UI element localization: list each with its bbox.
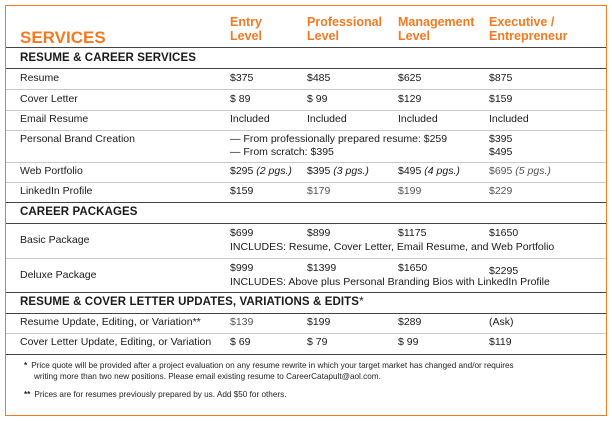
price-executive: (Ask) — [489, 316, 514, 328]
price-professional: $179 — [307, 185, 331, 197]
price-executive — [489, 165, 551, 178]
price-executive: $1650 — [489, 227, 519, 239]
price-executive: $119 — [489, 336, 512, 348]
price-executive: $395 — [489, 133, 513, 145]
column-header-executive — [489, 15, 568, 43]
price-professional-value: $395 — [307, 165, 331, 177]
footnote-marker: * — [24, 361, 28, 370]
footnote-price-quote — [24, 361, 514, 382]
divider — [6, 258, 606, 259]
brand-option-scratch — [230, 146, 334, 159]
column-header-executive-line2: Entrepreneur — [489, 29, 568, 43]
column-header-professional-line2: Level — [307, 29, 339, 43]
divider — [6, 110, 606, 111]
price-entry: $699 — [230, 227, 254, 239]
package-includes: INCLUDES: Resume, Cover Letter, Email Resume, and Web Portfolio — [230, 241, 555, 253]
row-label: LinkedIn Profile — [20, 185, 93, 197]
section-title: RESUME & COVER LETTER UPDATES, VARIATIONS & EDITS — [20, 296, 360, 308]
footnote-text: Price quote will be provided after a project evaluation on any resume rewrite in which your target market has changed and/or requires — [31, 361, 514, 370]
page-count-note: (2 pgs.) — [256, 165, 292, 177]
price-management — [398, 165, 460, 178]
footnote-marker: * — [359, 296, 364, 308]
services-title: SERVICES — [20, 28, 106, 47]
row-label: Email Resume — [20, 113, 89, 125]
price-executive: $495 — [489, 146, 513, 158]
divider — [6, 182, 606, 183]
price-professional: Included — [307, 113, 347, 125]
page-count-note: (3 pgs.) — [333, 165, 369, 177]
pricing-table — [5, 5, 607, 416]
price-executive: Included — [489, 113, 529, 125]
brand-option-resume — [230, 133, 447, 146]
price-entry: $ 89 — [230, 93, 251, 105]
row-label: Resume Update, Editing, or Variation** — [20, 316, 201, 328]
price-professional: $485 — [307, 72, 331, 84]
divider — [6, 47, 606, 48]
row-label: Basic Package — [20, 234, 90, 246]
price-entry: $999 — [230, 262, 254, 274]
divider — [6, 292, 606, 293]
column-header-management-line2: Level — [398, 29, 430, 43]
brand-option-resume-text: — From professionally prepared resume: — [230, 133, 421, 145]
package-includes: INCLUDES: Above plus Personal Branding Bios with LinkedIn Profile — [230, 276, 550, 288]
row-label: Web Portfolio — [20, 165, 83, 177]
divider — [6, 333, 606, 334]
column-header-management-line1: Management — [398, 15, 475, 29]
column-header-executive-line1: Executive / — [489, 15, 555, 29]
price-professional: $ 79 — [307, 336, 328, 348]
divider — [6, 313, 606, 314]
row-label: Personal Brand Creation — [20, 133, 135, 145]
brand-option-scratch-text: — From scratch: — [230, 146, 308, 158]
brand-option-resume-price: $259 — [423, 133, 448, 145]
footnote-text: writing more than two new positions. Please email existing resume to CareerCatapult@aol.com. — [34, 371, 381, 381]
footnote-text: Prices are for resumes previously prepared by us. Add $50 for others. — [34, 390, 287, 399]
price-management: Included — [398, 113, 438, 125]
price-professional: $899 — [307, 227, 331, 239]
price-professional: $1399 — [307, 262, 337, 274]
divider — [6, 89, 606, 90]
price-management-value: $495 — [398, 165, 422, 177]
price-entry: $139 — [230, 316, 254, 328]
divider — [6, 223, 606, 224]
price-management: $1175 — [398, 227, 427, 239]
price-entry: $375 — [230, 72, 254, 84]
column-header-entry-line2: Level — [230, 29, 262, 43]
price-executive: $159 — [489, 93, 513, 105]
price-entry-value: $295 — [230, 165, 254, 177]
price-management: $625 — [398, 72, 422, 84]
row-label: Deluxe Package — [20, 269, 97, 281]
column-header-management — [398, 15, 474, 43]
price-management: $129 — [398, 93, 422, 105]
page-count-note: (4 pgs.) — [424, 165, 460, 177]
price-professional: $199 — [307, 316, 331, 328]
section-updates-variations-edits — [20, 296, 364, 308]
price-management: $199 — [398, 185, 422, 197]
column-header-entry-line1: Entry — [230, 15, 262, 29]
price-management: $ 99 — [398, 336, 419, 348]
brand-option-scratch-price: $395 — [310, 146, 334, 158]
footnote-marker: ** — [24, 390, 31, 399]
price-executive: $2295 — [489, 265, 519, 277]
section-resume-career-services: RESUME & CAREER SERVICES — [20, 52, 197, 64]
price-entry: Included — [230, 113, 270, 125]
price-executive: $229 — [489, 185, 513, 197]
divider — [6, 354, 606, 355]
price-management: $289 — [398, 316, 422, 328]
column-header-professional — [307, 15, 382, 43]
price-professional: $ 99 — [307, 93, 328, 105]
price-executive-value: $695 — [489, 165, 513, 177]
row-label: Resume — [20, 72, 60, 84]
footnote-previous-resumes — [24, 390, 287, 401]
row-label: Cover Letter Update, Editing, or Variation — [20, 336, 212, 348]
row-label: Cover Letter — [20, 93, 78, 105]
divider — [6, 68, 606, 69]
divider — [6, 130, 606, 131]
divider — [6, 202, 606, 203]
price-management: $1650 — [398, 262, 428, 274]
column-header-entry — [230, 15, 262, 43]
price-entry: $ 69 — [230, 336, 251, 348]
page-count-note: (5 pgs.) — [515, 165, 551, 177]
divider — [6, 162, 606, 163]
price-entry — [230, 165, 292, 178]
price-entry: $159 — [230, 185, 254, 197]
price-professional — [307, 165, 369, 178]
price-executive: $875 — [489, 72, 513, 84]
section-career-packages: CAREER PACKAGES — [20, 206, 138, 218]
column-header-professional-line1: Professional — [307, 15, 383, 29]
